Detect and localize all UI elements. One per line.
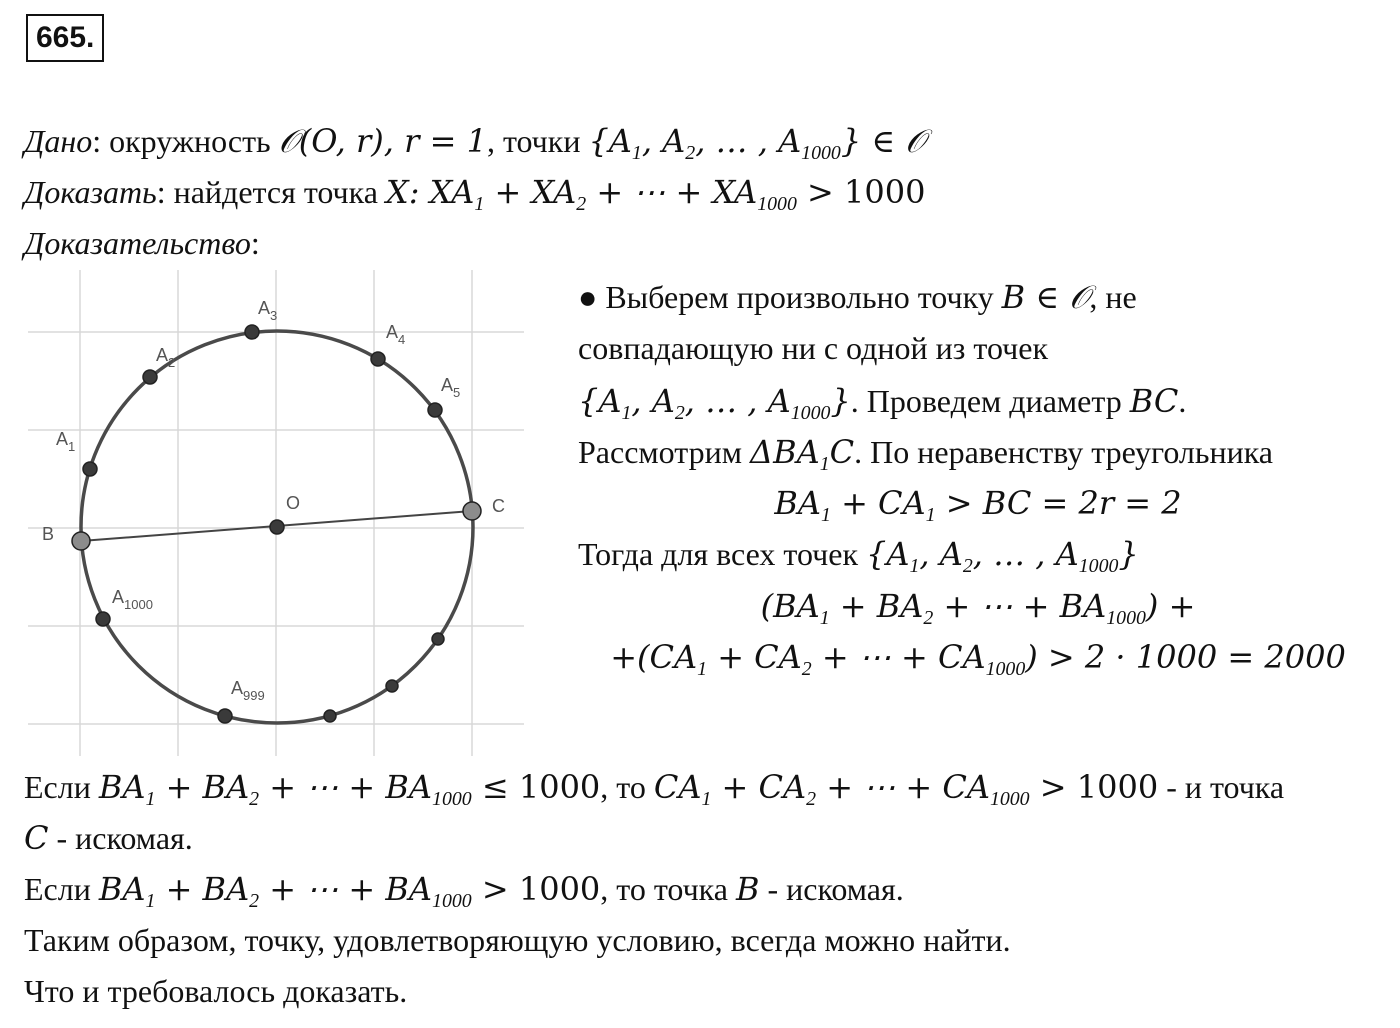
proof-label: Доказательство [24,225,251,261]
bottom-line-2 [24,819,193,857]
sub: 1 [701,787,712,810]
math: + ⋯ + CA [811,638,986,676]
math: C [829,433,855,471]
given-set-a: {A [588,122,632,160]
right-line-1 [578,278,1137,317]
text: Если [24,871,99,907]
math: BA [774,484,821,522]
sub: 1000 [432,787,472,810]
math: ≤ 1000 [471,768,601,806]
sub: 1 [697,657,708,680]
math: , A [919,535,963,573]
math: , … , A [684,382,791,420]
sub: 1000 [985,657,1026,680]
text: , то точка [600,871,736,907]
text: Таким образом, точку, удовлетворяющую условию, всегда можно найти. [24,922,1011,958]
math: BC [1129,382,1179,420]
math: C [24,819,49,857]
sub: 2 [249,889,260,912]
math: } [1118,535,1139,573]
sub: 2 [576,192,587,215]
label-a4: $A_4$ [386,322,406,347]
sub: 1000 [1106,606,1146,629]
math: B [735,870,760,908]
sub: 1 [474,192,485,215]
prove-sum-c: + ⋯ + XA [586,173,758,211]
text: , то [600,769,654,805]
sub: 1 [145,889,156,912]
point-o [270,520,284,534]
sub: 1000 [432,889,472,912]
proof-line [24,225,260,262]
right-line-4 [578,433,1273,476]
sub: 2 [806,787,817,810]
prove-label: Доказать [24,174,157,210]
point-c [463,502,481,520]
point-extra-3 [432,633,444,645]
point-a3 [245,325,259,339]
bottom-line-4 [24,922,1011,959]
math: + ⋯ + BA [933,587,1107,625]
math: (BA [760,587,820,625]
sub: 1 [819,606,830,629]
sub: 1 [621,401,632,424]
prove-x: X [385,173,409,211]
text: , не [1089,279,1137,315]
text: - искомая. [48,820,193,856]
sub: 1000 [989,787,1030,810]
sub: 2 [962,554,973,577]
text: Тогда для всех точек [578,536,866,572]
math: + ⋯ + BA [259,870,433,908]
given-circle-def: 𝒪(O, r), r = 1 [278,122,487,160]
prove-sum-a: : XA [408,173,475,211]
label-b: B [42,524,55,544]
problem-number: 665. [26,14,104,62]
math: } [830,382,851,420]
math: , … , A [972,535,1079,573]
point-a999 [218,709,232,723]
prove-sum-d: > 1000 [796,173,926,211]
given-set-b: , A [641,122,686,160]
right-line-2 [578,330,1048,367]
text: - искомая. [759,871,904,907]
text: совпадающую ни с одной из точек [578,330,1048,366]
label-o: O [286,493,301,513]
sub: 2 [923,606,934,629]
point-a5 [428,403,442,417]
sub: 1000 [801,141,841,164]
math: > 1000 [1029,768,1159,806]
point-extra-2 [386,680,398,692]
point-a1000 [96,612,110,626]
label-a999: $A_{999}$ [231,678,265,703]
math: {A [578,382,622,420]
sub: 1 [909,554,920,577]
given-set-d: } ∈ 𝒪 [840,122,926,160]
math: B ∈ 𝒪 [1001,278,1090,316]
math: ) > 2 · 1000 = 2000 [1025,638,1346,676]
bottom-line-5 [24,973,407,1010]
text: . [1178,383,1187,419]
given-label: Дано [24,123,93,159]
text: Что и требовалось доказать. [24,973,408,1009]
point-a4 [371,352,385,366]
prove-line [24,173,925,216]
math: + CA [830,484,926,522]
label-a1000: $A_{1000}$ [112,587,153,612]
prove-sum-b: + XA [484,173,577,211]
math: + BA [155,870,250,908]
text: . Проведем диаметр [850,383,1130,419]
label-a2: $A_2$ [156,345,176,370]
given-text-2: , точки [486,123,589,159]
math: + BA [829,587,924,625]
sub: 1000 [757,192,797,215]
sub: 2 [801,657,812,680]
math: > 1000 [471,870,601,908]
point-a1 [83,462,97,476]
math: CA [653,768,702,806]
math: + ⋯ + BA [259,768,433,806]
label-c: C [492,496,505,516]
math: + BA [155,768,250,806]
bottom-line-3 [24,870,904,913]
math: {A [866,535,910,573]
math: + CA [711,768,807,806]
sub: 1 [819,452,830,475]
math: + CA [707,638,802,676]
sub: 2 [674,401,685,424]
right-line-3 [578,382,1186,425]
given-text-1: : окружность [92,123,279,159]
circle-diagram [28,270,524,756]
label-a3: $A_3$ [258,298,278,323]
math: > BC = 2r = 2 [935,484,1182,522]
math: ) + [1145,587,1196,625]
math: BA [98,768,146,806]
point-extra-1 [324,710,336,722]
given-set-c: , … , A [695,122,802,160]
text: Рассмотрим [578,434,750,470]
prove-text-1: : найдется точка [156,174,386,210]
right-line-6 [578,535,1139,578]
sub: 1 [631,141,642,164]
sub: 1 [925,503,936,526]
given-line [24,122,925,165]
point-b [72,532,90,550]
right-line-8 [578,638,1378,681]
right-line-7 [578,587,1378,630]
math: ΔBA [749,433,820,471]
right-line-5 [578,484,1378,527]
math: + ⋯ + CA [816,768,990,806]
point-a2 [143,370,157,384]
label-a1: $A_1$ [56,429,76,454]
text: ● Выберем произвольно точку [578,279,1002,315]
math: , A [631,382,675,420]
sub: 2 [685,141,696,164]
text: Если [24,769,99,805]
math: +(CA [610,638,698,676]
bottom-line-1 [24,768,1284,811]
label-a5: $A_5$ [441,375,461,400]
math: BA [98,870,146,908]
sub: 1 [145,787,156,810]
proof-colon: : [250,225,260,261]
text: . По неравенству треугольника [854,434,1273,470]
sub: 1000 [790,401,831,424]
sub: 1000 [1078,554,1119,577]
sub: 2 [249,787,260,810]
sub: 1 [820,503,831,526]
text: - и точка [1158,769,1285,805]
